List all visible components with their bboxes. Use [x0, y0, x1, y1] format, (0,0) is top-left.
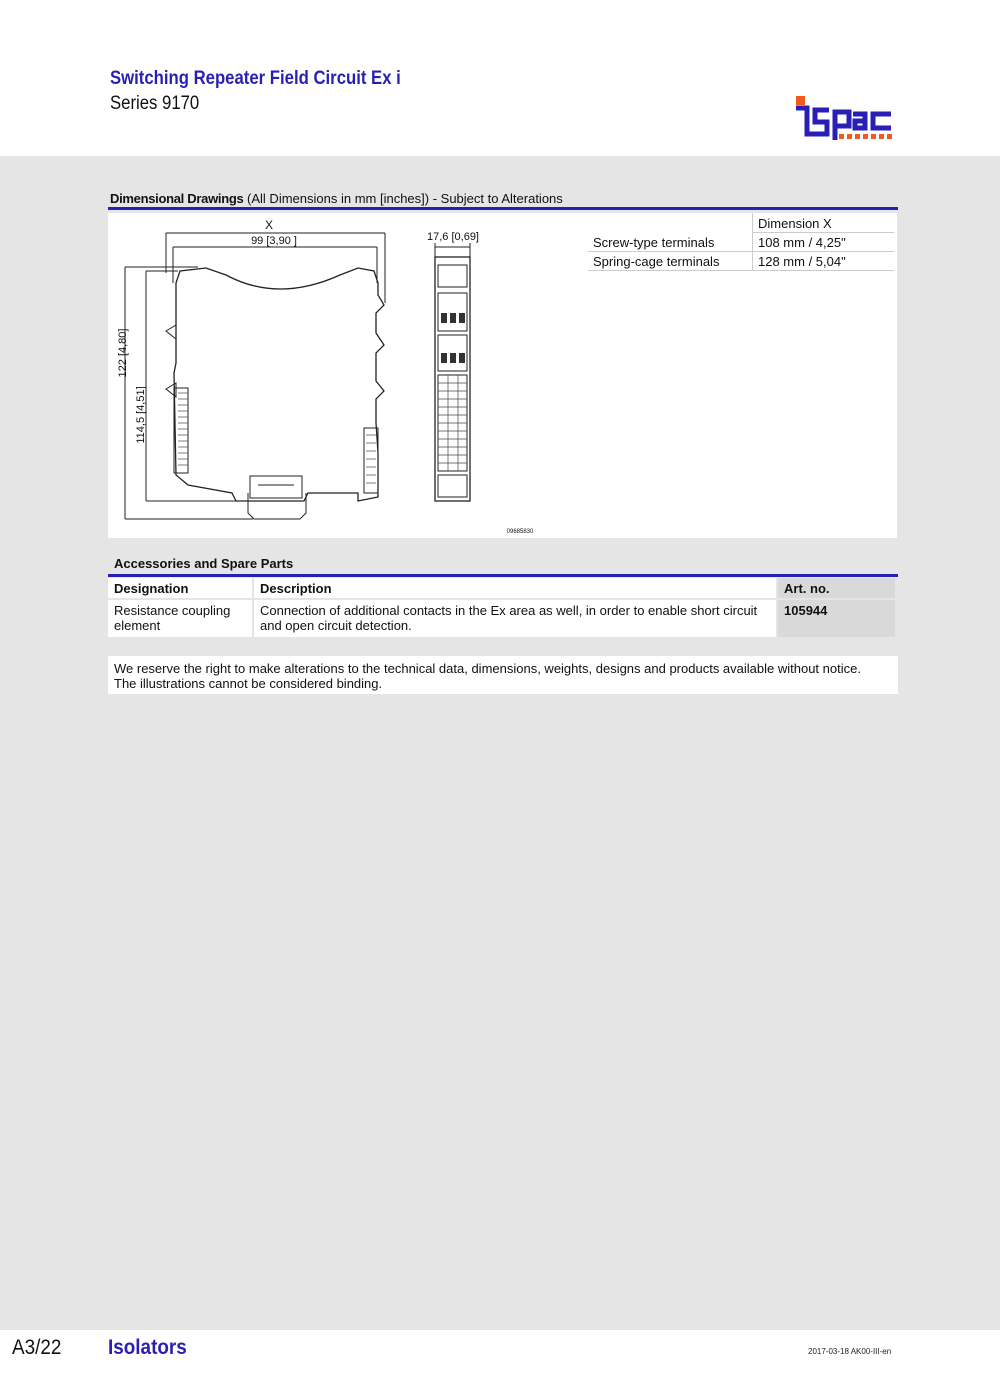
- drawing-code: 09685830: [506, 529, 534, 535]
- dim-label-x: X: [264, 218, 274, 232]
- notice-line: We reserve the right to make alterations to the technical data, dimensions, weights, designs and products available without notice.: [114, 661, 861, 676]
- dim-label-height-total: 122 [4,80]: [117, 328, 129, 378]
- dim-label-depth: 17,6 [0,69]: [427, 231, 479, 243]
- section-rule: [108, 574, 898, 577]
- row-art-no: 105944: [778, 600, 895, 637]
- page-subtitle: Series 9170: [110, 93, 200, 114]
- page-title: Switching Repeater Field Circuit Ex i: [110, 68, 401, 89]
- dimensional-heading-bold: Dimensional Drawings: [110, 191, 244, 206]
- dimension-row-value: 128 mm / 5,04": [752, 252, 894, 271]
- row-description: Connection of additional contacts in the Ex area as well, in order to enable short circuit and open circuit detection.: [254, 600, 776, 637]
- ispac-logo: [793, 94, 899, 147]
- row-designation: Resistance coupling element: [108, 600, 252, 637]
- dim-label-width: 99 [3,90 ]: [251, 235, 297, 247]
- dimension-x-table: [588, 213, 897, 273]
- column-header-description: Description: [254, 578, 776, 598]
- dimensional-drawing-panel: [108, 213, 897, 538]
- column-header-art-no: Art. no.: [778, 578, 895, 598]
- accessories-heading: Accessories and Spare Parts: [114, 556, 294, 571]
- dimension-x-header: Dimension X: [752, 213, 894, 233]
- dim-label-height-inner: 114,5 [4,51]: [135, 386, 147, 444]
- dimensional-heading-rest: (All Dimensions in mm [inches]) - Subject to Alterations: [247, 191, 563, 206]
- section-rule: [108, 207, 898, 210]
- dimensional-heading: [110, 191, 563, 206]
- footer-section-title: Isolators: [108, 1336, 187, 1359]
- column-header-designation: Designation: [108, 578, 252, 598]
- notice-line: The illustrations cannot be considered binding.: [114, 676, 383, 691]
- dimension-row-label: Screw-type terminals: [588, 233, 752, 252]
- page-number: A3/22: [12, 1336, 62, 1359]
- disclaimer-notice: [108, 656, 898, 694]
- dimension-row-label: Spring-cage terminals: [588, 252, 752, 271]
- dimension-row-value: 108 mm / 4,25": [752, 233, 894, 252]
- document-code: 2017-03-18 AK00-III-en: [808, 1347, 892, 1356]
